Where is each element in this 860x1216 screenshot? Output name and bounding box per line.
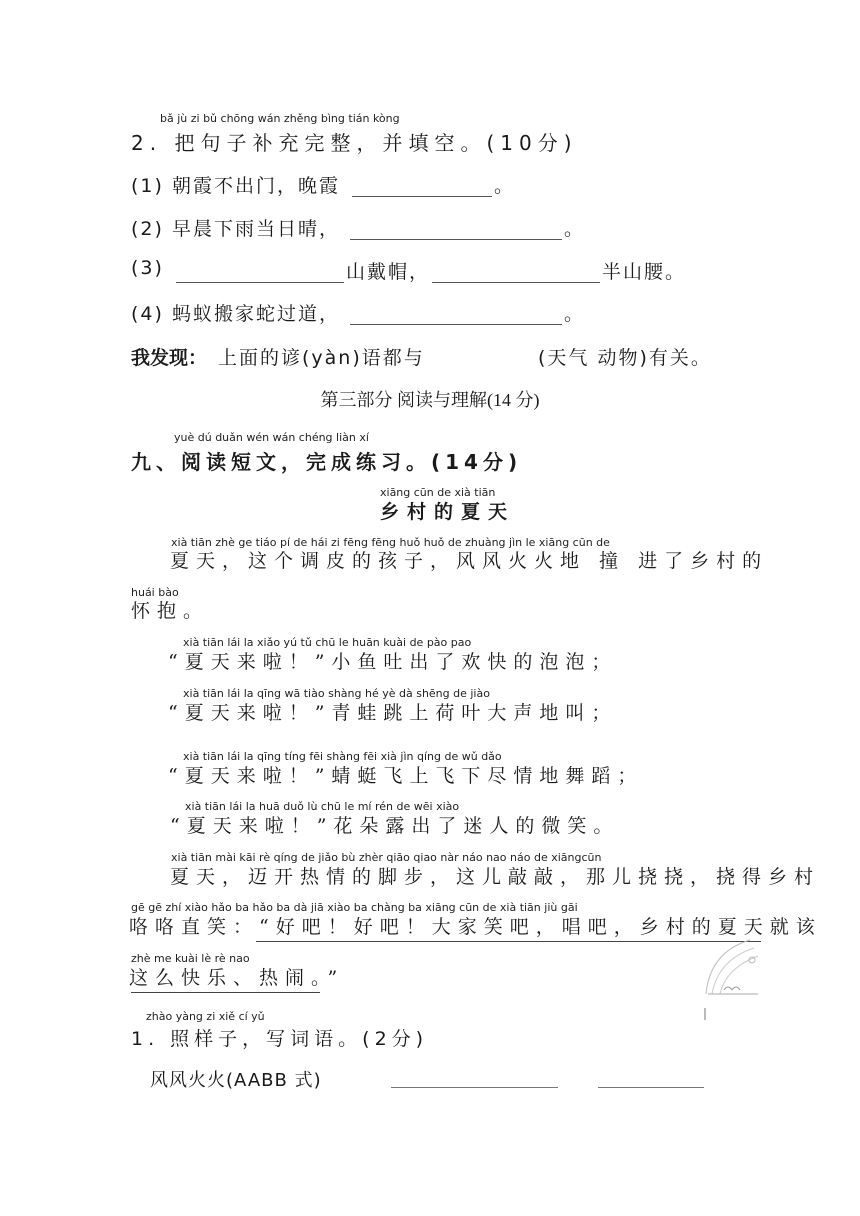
story-line-7-pinyin: xià tiān mài kāi rè qíng de jiǎo bù zhèr qiāo qiao nàr náo nao náo de xiāngcūn bbox=[171, 851, 602, 864]
q1-title: 1. 照样子，写词语。(2分) bbox=[131, 1028, 429, 1050]
q2-title: 2. 把句子补充完整，并填空。(10分) bbox=[131, 131, 578, 155]
underline-quote-2 bbox=[131, 992, 320, 993]
discovery-label: 我发现： bbox=[131, 347, 208, 369]
story-line-4-pinyin: xià tiān lái la qīng wā tiào shàng hé yè dà shēng de jiào bbox=[183, 687, 490, 700]
discovery-choice: (天气 动物)有关。 bbox=[538, 347, 712, 369]
story-line-8: 咯咯直笑：“好吧！好吧！大家笑吧，唱吧，乡村的夏天就该 bbox=[129, 916, 822, 938]
q9-pinyin: yuè dú duǎn wén wán chéng liàn xí bbox=[174, 431, 369, 444]
q2-pinyin: bǎ jù zi bǔ chōng wán zhěng bìng tián kòng bbox=[160, 112, 400, 125]
q2-item-1-suffix: 。 bbox=[494, 175, 516, 197]
q2-item-3-prefix: (3) bbox=[131, 257, 164, 279]
discovery-text: 上面的谚(yàn)语都与 bbox=[218, 347, 425, 369]
q1-example: 风风火火(AABB 式) bbox=[150, 1070, 322, 1091]
q2-item-4-blank[interactable] bbox=[350, 324, 562, 325]
story-line-1-pinyin: xià tiān zhè ge tiáo pí de hái zi fēng fēng huǒ huǒ de zhuàng jìn le xiāng cūn de bbox=[171, 536, 610, 549]
story-title: 乡村的夏天 bbox=[380, 501, 516, 523]
q2-item-4-suffix: 。 bbox=[564, 303, 586, 325]
section-title: 第三部分 阅读与理解(14 分) bbox=[320, 390, 540, 410]
story-line-9: 这么快乐、热闹。” bbox=[129, 967, 345, 989]
q2-item-1-prefix: (1) 朝霞不出门，晚霞 bbox=[131, 175, 340, 197]
story-line-7: 夏天，迈开热情的脚步，这儿敲敲，那儿挠挠，挠得乡村 bbox=[170, 866, 821, 888]
q2-item-1-blank[interactable] bbox=[352, 196, 492, 197]
q2-item-3-blank-1[interactable] bbox=[176, 282, 344, 283]
story-line-2-pinyin: huái bào bbox=[131, 586, 179, 599]
story-line-4: “夏天来啦！”青蛙跳上荷叶大声地叫； bbox=[168, 702, 618, 724]
q9-title: 九、阅读短文，完成练习。(14分) bbox=[131, 450, 523, 474]
q2-item-3-blank-2[interactable] bbox=[432, 282, 600, 283]
story-line-5: “夏天来啦！”蜻蜓飞上飞下尽情地舞蹈； bbox=[168, 765, 644, 787]
story-line-3-pinyin: xià tiān lái la xiǎo yú tǔ chū le huān kuài de pào pao bbox=[183, 636, 472, 649]
story-title-pinyin: xiāng cūn de xià tiān bbox=[380, 486, 496, 499]
story-line-9-pinyin: zhè me kuài lè rè nao bbox=[131, 952, 250, 965]
q2-item-3-middle: 山戴帽， bbox=[346, 261, 431, 283]
underline-quote-1 bbox=[256, 941, 761, 942]
decorative-sketch-icon bbox=[700, 932, 762, 1022]
story-line-6: “夏天来啦！”花朵露出了迷人的微笑。 bbox=[170, 815, 620, 837]
q2-item-2-blank[interactable] bbox=[350, 239, 562, 240]
q2-item-3-suffix: 半山腰。 bbox=[602, 261, 687, 283]
story-line-5-pinyin: xià tiān lái la qīng tíng fēi shàng fēi xià jìn qíng de wǔ dǎo bbox=[183, 750, 502, 763]
q1-answer-blank-2[interactable] bbox=[598, 1087, 704, 1088]
story-line-8-pinyin: gē gē zhí xiào hǎo ba hǎo ba dà jiā xiào ba chàng ba xiāng cūn de xià tiān jiù gāi bbox=[131, 901, 578, 914]
story-line-1: 夏天，这个调皮的孩子，风风火火地 撞 进了乡村的 bbox=[170, 550, 769, 572]
story-line-6-pinyin: xià tiān lái la huā duǒ lù chū le mí rén de wēi xiào bbox=[185, 800, 460, 813]
story-line-3: “夏天来啦！”小鱼吐出了欢快的泡泡； bbox=[168, 651, 618, 673]
q2-item-2-prefix: (2) 早晨下雨当日晴， bbox=[131, 218, 340, 240]
story-line-2: 怀抱。 bbox=[131, 600, 210, 622]
q1-pinyin: zhào yàng zi xiě cí yǔ bbox=[146, 1010, 265, 1023]
q2-item-2-suffix: 。 bbox=[564, 218, 586, 240]
q1-answer-blank-1[interactable] bbox=[391, 1087, 558, 1088]
q2-item-4-prefix: (4) 蚂蚁搬家蛇过道， bbox=[131, 303, 340, 325]
